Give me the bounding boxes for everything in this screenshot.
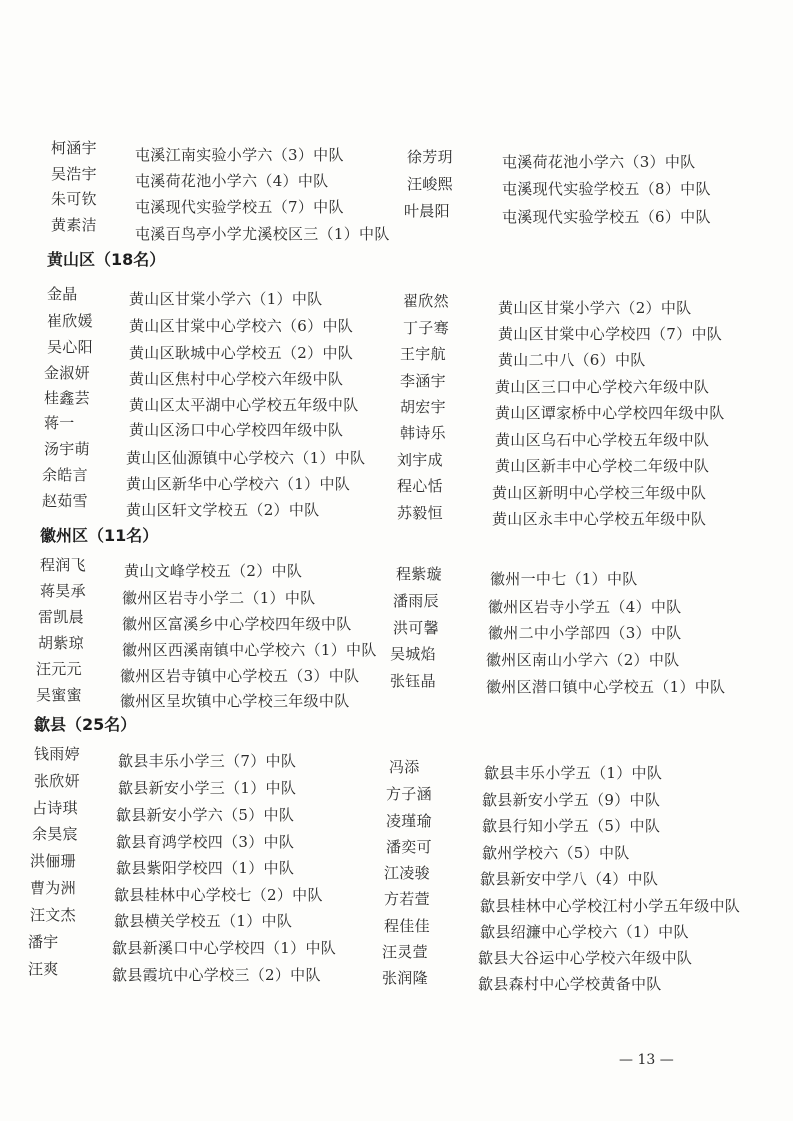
name-label: 占诗琪: [32, 799, 78, 817]
unit-label: 黄山文峰学校五（2）中队: [124, 562, 303, 580]
unit-label: 徽州区南山小学六（2）中队: [486, 651, 680, 669]
unit-label: 徽州区潜口镇中心学校五（1）中队: [486, 678, 726, 696]
unit-label: 屯溪现代实验学校五（8）中队: [502, 180, 711, 198]
section-heading: 黄山区（18名）: [47, 250, 166, 269]
unit-label: 歙县大谷运中心学校六年级中队: [478, 949, 693, 967]
unit-label: 歙县绍濂中心学校六（1）中队: [480, 923, 689, 941]
name-label: 方若萱: [384, 890, 430, 908]
name-label: 桂鑫芸: [44, 389, 90, 407]
unit-label: 歙州学校六（5）中队: [482, 844, 630, 862]
unit-label: 黄山区谭家桥中心学校四年级中队: [495, 404, 725, 422]
name-label: 胡紫琼: [38, 634, 84, 652]
unit-label: 黄山二中八（6）中队: [498, 351, 646, 369]
name-label: 方子涵: [386, 785, 432, 803]
name-label: 洪可馨: [393, 619, 439, 637]
name-label: 丁子骞: [403, 319, 449, 337]
unit-label: 屯溪现代实验学校五（7）中队: [135, 198, 344, 216]
unit-label: 歙县新安小学三（1）中队: [118, 779, 297, 797]
unit-label: 黄山区汤口中心学校四年级中队: [129, 421, 344, 439]
unit-label: 黄山区耿城中心学校五（2）中队: [129, 344, 354, 362]
unit-label: 黄山区永丰中心学校五年级中队: [492, 510, 707, 528]
name-label: 汪元元: [36, 660, 82, 678]
name-label: 韩诗乐: [400, 424, 446, 442]
name-label: 苏毅恒: [397, 504, 443, 522]
name-label: 汪峻熙: [407, 175, 453, 193]
unit-label: 徽州区西溪南镇中心学校六（1）中队: [122, 641, 377, 659]
unit-label: 徽州一中七（1）中队: [490, 570, 638, 588]
name-label: 崔欣媛: [47, 312, 93, 330]
name-label: 江凌骏: [384, 864, 430, 882]
unit-label: 徽州区富溪乡中心学校四年级中队: [122, 615, 352, 633]
name-label: 翟欣然: [403, 292, 449, 310]
unit-label: 黄山区太平湖中心学校五年级中队: [129, 396, 359, 414]
unit-label: 黄山区三口中心学校六年级中队: [495, 378, 710, 396]
name-label: 程润飞: [40, 556, 86, 574]
unit-label: 歙县丰乐小学三（7）中队: [118, 752, 297, 770]
name-label: 程心恬: [397, 477, 443, 495]
unit-label: 徽州区岩寺小学五（4）中队: [488, 598, 682, 616]
unit-label: 黄山区新明中心学校三年级中队: [492, 484, 707, 502]
name-label: 刘宇成: [397, 451, 443, 469]
unit-label: 黄山区甘棠中心学校四（7）中队: [498, 325, 723, 343]
name-label: 柯涵宇: [51, 139, 97, 157]
name-label: 张欣妍: [34, 772, 80, 790]
name-label: 潘奕可: [386, 838, 432, 856]
name-label: 汪文杰: [30, 906, 76, 924]
unit-label: 屯溪荷花池小学六（3）中队: [502, 153, 696, 171]
name-label: 李涵宇: [400, 372, 446, 390]
name-label: 凌瑾瑜: [386, 812, 432, 830]
unit-label: 歙县育鸿学校四（3）中队: [116, 833, 295, 851]
unit-label: 歙县新安小学六（5）中队: [116, 806, 295, 824]
name-label: 吴心阳: [47, 338, 93, 356]
name-label: 胡宏宇: [400, 398, 446, 416]
name-label: 程紫璇: [396, 565, 442, 583]
name-label: 蒋一: [44, 414, 75, 432]
name-label: 潘宇: [28, 933, 59, 951]
unit-label: 黄山区仙源镇中心学校六（1）中队: [126, 449, 366, 467]
unit-label: 徽州二中小学部四（3）中队: [488, 624, 682, 642]
name-label: 雷凯晨: [38, 608, 84, 626]
page-number: — 13 —: [619, 1052, 674, 1068]
unit-label: 歙县森村中心学校黄备中队: [478, 975, 662, 993]
name-label: 潘雨辰: [393, 592, 439, 610]
unit-label: 歙县桂林中心学校七（2）中队: [114, 886, 323, 904]
name-label: 蒋昊承: [40, 582, 86, 600]
name-label: 张润隆: [382, 969, 428, 987]
name-label: 张钰晶: [390, 672, 436, 690]
name-label: 曹为洲: [30, 879, 76, 897]
unit-label: 歙县桂林中心学校江村小学五年级中队: [480, 897, 741, 915]
unit-label: 歙县霞坑中心学校三（2）中队: [112, 966, 321, 984]
unit-label: 歙县紫阳学校四（1）中队: [116, 859, 295, 877]
name-label: 王宇航: [400, 345, 446, 363]
name-label: 余皓言: [42, 466, 88, 484]
name-label: 吴城焰: [390, 645, 436, 663]
unit-label: 歙县横关学校五（1）中队: [114, 912, 293, 930]
name-label: 洪俪珊: [30, 852, 76, 870]
name-label: 余昊宸: [32, 825, 78, 843]
name-label: 吴浩宇: [51, 165, 97, 183]
unit-label: 屯溪现代实验学校五（6）中队: [502, 208, 711, 226]
unit-label: 黄山区乌石中心学校五年级中队: [495, 431, 710, 449]
unit-label: 黄山区新丰中心学校二年级中队: [495, 457, 710, 475]
name-label: 赵茹雪: [42, 492, 88, 510]
name-label: 金淑妍: [44, 364, 90, 382]
unit-label: 徽州区岩寺小学二（1）中队: [122, 589, 316, 607]
unit-label: 徽州区呈坎镇中心学校三年级中队: [120, 692, 350, 710]
unit-label: 屯溪荷花池小学六（4）中队: [135, 172, 329, 190]
name-label: 叶晨阳: [404, 202, 450, 220]
unit-label: 歙县新安中学八（4）中队: [480, 870, 659, 888]
name-label: 汤宇萌: [44, 440, 90, 458]
name-label: 吴蜜蜜: [36, 686, 82, 704]
name-label: 金晶: [47, 285, 78, 303]
unit-label: 黄山区焦村中心学校六年级中队: [129, 370, 344, 388]
unit-label: 屯溪江南实验小学六（3）中队: [135, 146, 344, 164]
name-label: 朱可钦: [51, 190, 97, 208]
name-label: 汪爽: [28, 960, 59, 978]
unit-label: 黄山区轩文学校五（2）中队: [126, 501, 320, 519]
name-label: 冯添: [389, 758, 420, 776]
name-label: 徐芳玥: [407, 148, 453, 166]
name-label: 程佳佳: [384, 917, 430, 935]
unit-label: 黄山区甘棠中心学校六（6）中队: [129, 317, 354, 335]
section-heading: 徽州区（11名）: [40, 526, 159, 545]
unit-label: 歙县行知小学五（5）中队: [482, 817, 661, 835]
name-label: 汪灵萱: [382, 943, 428, 961]
unit-label: 歙县新安小学五（9）中队: [482, 791, 661, 809]
unit-label: 屯溪百鸟亭小学尤溪校区三（1）中队: [135, 225, 390, 243]
unit-label: 徽州区岩寺镇中心学校五（3）中队: [120, 667, 360, 685]
name-label: 黄素洁: [51, 216, 97, 234]
unit-label: 歙县新溪口中心学校四（1）中队: [112, 939, 337, 957]
name-label: 钱雨婷: [34, 745, 80, 763]
unit-label: 黄山区新华中心学校六（1）中队: [126, 475, 351, 493]
unit-label: 黄山区甘棠小学六（1）中队: [129, 290, 323, 308]
unit-label: 歙县丰乐小学五（1）中队: [484, 764, 663, 782]
section-heading: 歙县（25名）: [34, 715, 137, 734]
unit-label: 黄山区甘棠小学六（2）中队: [498, 299, 692, 317]
